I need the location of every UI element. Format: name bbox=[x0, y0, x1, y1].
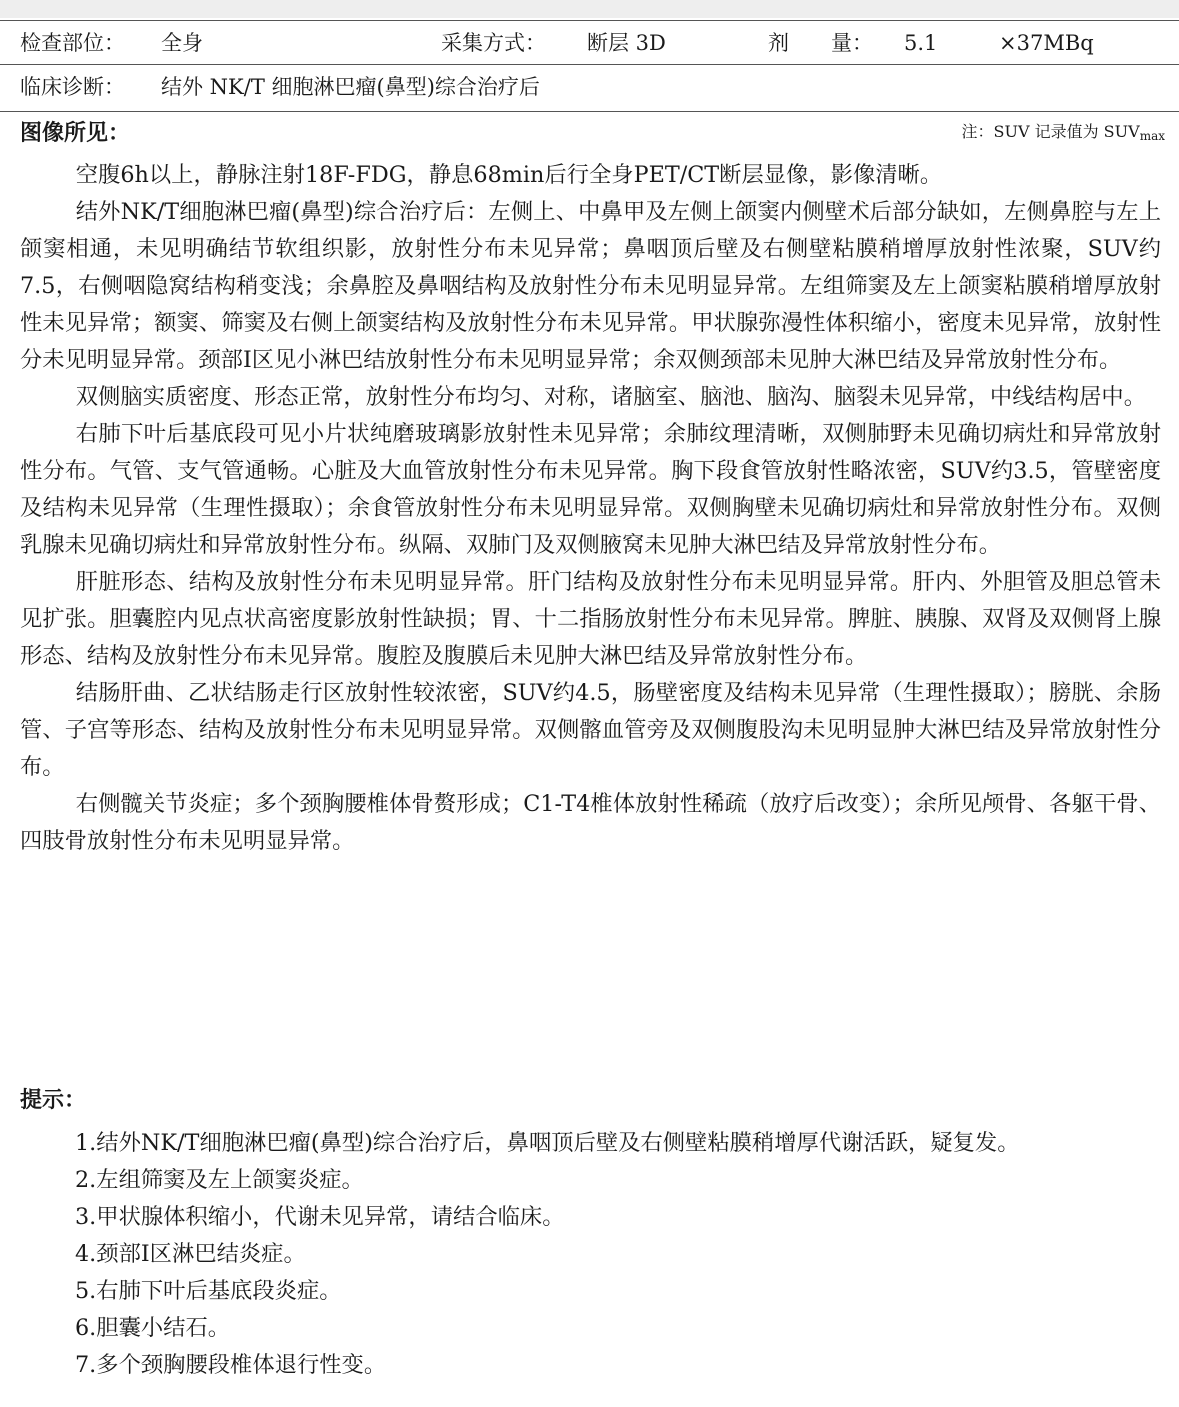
hint-item: 4.颈部Ⅰ区淋巴结炎症。 bbox=[75, 1241, 306, 1267]
suv-note-text: 注：SUV 记录值为 SUV bbox=[961, 122, 1140, 141]
findings-paragraph: 结外NK/T细胞淋巴瘤(鼻型)综合治疗后：左侧上、中鼻甲及左侧上颌窦内侧壁术后部分缺如，左侧鼻腔与左上颌窦相通，未见明确结节软组织影，放射性分布未见异常；鼻咽顶后壁及右侧壁粘膜稍增厚放射性浓聚，SUV约7.5，右侧咽隐窝结构稍变浅；余鼻腔及鼻咽结构及放射性分布未见明显异常。左组筛窦及左上颌窦粘膜稍增厚放射性未见异常；额窦、筛窦及右侧上颌窦结构及放射性分布未见异常。甲状腺弥漫性体积缩小，密度未见异常，放射性分未见明显异常。颈部Ⅰ区见小淋巴结放射性分布未见明显异常；余双侧颈部未见肿大淋巴结及异常放射性分布。 bbox=[20, 199, 1161, 373]
dose-label: 剂 量： bbox=[768, 31, 873, 55]
findings-paragraph: 右肺下叶后基底段可见小片状纯磨玻璃影放射性未见异常；余肺纹理清晰，双侧肺野未见确切病灶和异常放射性分布。气管、支气管通畅。心脏及大血管放射性分布未见异常。胸下段食管放射性略浓密，SUV约3.5，管壁密度及结构未见异常（生理性摄取）；余食管放射性分布未见明显异常。双侧胸壁未见确切病灶和异常放射性分布。双侧乳腺未见确切病灶和异常放射性分布。纵隔、双肺门及双侧腋窝未见肿大淋巴结及异常放射性分布。 bbox=[20, 421, 1161, 558]
exam-site-label: 检查部位： bbox=[20, 31, 125, 55]
suv-note bbox=[962, 120, 1166, 148]
findings-body bbox=[20, 157, 1161, 860]
hint-item: 2.左组筛窦及左上颌窦炎症。 bbox=[75, 1167, 364, 1193]
hint-item: 5.右肺下叶后基底段炎症。 bbox=[75, 1278, 342, 1304]
hint-item: 6.胆囊小结石。 bbox=[75, 1315, 231, 1341]
acquisition-value: 断层 3D bbox=[587, 31, 666, 55]
findings-paragraph: 双侧脑实质密度、形态正常，放射性分布均匀、对称，诸脑室、脑池、脑沟、脑裂未见异常，中线结构居中。 bbox=[75, 384, 1147, 410]
acquisition-label: 采集方式： bbox=[441, 31, 546, 55]
top-band bbox=[0, 0, 1179, 18]
findings-paragraph: 结肠肝曲、乙状结肠走行区放射性较浓密，SUV约4.5，肠壁密度及结构未见异常（生理性摄取）；膀胱、余肠管、子宫等形态、结构及放射性分布未见明显异常。双侧髂血管旁及双侧腹股沟未见明显肿大淋巴结及异常放射性分布。 bbox=[20, 680, 1161, 780]
hint-item: 7.多个颈胸腰段椎体退行性变。 bbox=[75, 1352, 387, 1378]
hint-item: 3.甲状腺体积缩小，代谢未见异常，请结合临床。 bbox=[75, 1204, 565, 1230]
dose-value: 5.1 bbox=[904, 31, 938, 55]
dose-unit: ×37MBq bbox=[999, 31, 1094, 55]
findings-title: 图像所见： bbox=[20, 120, 131, 146]
header-top-rule bbox=[0, 20, 1179, 21]
diagnosis-label: 临床诊断： bbox=[20, 75, 125, 99]
hints-title: 提示： bbox=[20, 1087, 87, 1113]
hints-list bbox=[75, 1125, 1165, 1384]
findings-paragraph: 肝脏形态、结构及放射性分布未见明显异常。肝门结构及放射性分布未见明显异常。肝内、外胆管及胆总管未见扩张。胆囊腔内见点状高密度影放射性缺损；胃、十二指肠放射性分布未见异常。脾脏、胰腺、双肾及双侧肾上腺形态、结构及放射性分布未见异常。腹腔及腹膜后未见肿大淋巴结及异常放射性分布。 bbox=[20, 569, 1161, 669]
findings-paragraph: 右侧髋关节炎症；多个颈胸腰椎体骨赘形成；C1-T4椎体放射性稀疏（放疗后改变）；余所见颅骨、各躯干骨、四肢骨放射性分布未见明显异常。 bbox=[20, 791, 1161, 854]
exam-site-value: 全身 bbox=[161, 31, 203, 55]
header-bottom-rule bbox=[0, 111, 1179, 112]
hint-item: 1.结外NK/T细胞淋巴瘤(鼻型)综合治疗后，鼻咽顶后壁及右侧壁粘膜稍增厚代谢活跃，疑复发。 bbox=[75, 1130, 1020, 1156]
diagnosis-value: 结外 NK/T 细胞淋巴瘤(鼻型)综合治疗后 bbox=[161, 75, 540, 99]
suv-note-subscript: max bbox=[1139, 129, 1165, 143]
header-middle-rule bbox=[0, 64, 1179, 65]
findings-paragraph: 空腹6h以上，静脉注射18F-FDG，静息68min后行全身PET/CT断层显像，影像清晰。 bbox=[75, 162, 943, 188]
